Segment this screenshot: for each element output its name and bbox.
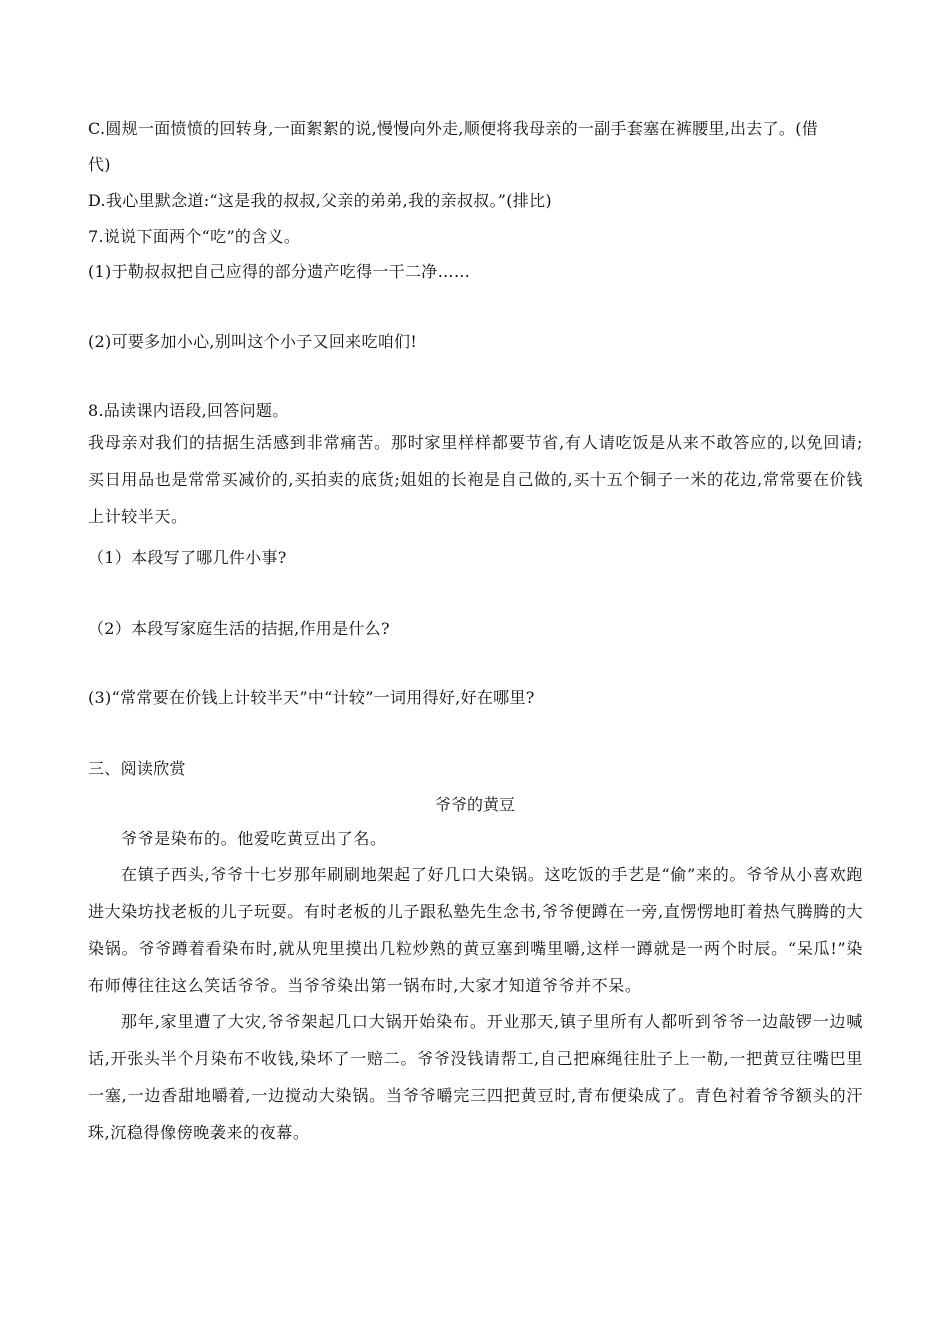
q8-sub-question-3: (3)“常常要在价钱上计较半天”中“计较”一词用得好,好在哪里? [88,688,535,707]
q7-item-2: (2)可要多加小心,别叫这个小子又回来吃咱们! [88,332,418,351]
q6-option-c-line1: C.圆规一面愤愤的回转身,一面絮絮的说,慢慢向外走,顺便将我母亲的一副手套塞在裤腰里,出去了。(借 [88,119,819,138]
story-paragraph-1: 爷爷是染布的。他爱吃黄豆出了名。 [121,829,387,848]
q7-item-1: (1)于勒叔叔把自己应得的部分遗产吃得一干二净…… [88,262,471,281]
section-heading: 三、阅读欣赏 [88,759,186,778]
q6-option-c-line2: 代) [88,155,111,174]
story-title: 爷爷的黄豆 [434,795,515,814]
story-paragraph-3: 那年,家里遭了大灾,爷爷架起几口大锅开始染布。开业那天,镇子里所有人都听到爷爷一边敲锣一边喊话,开张头半个月染布不收钱,染坏了一赔二。爷爷没钱请帮工,自己把麻绳往肚子上一勒,一把黄豆往嘴巴里一塞,一边香甜地嚼着,一边搅动大染锅。当爷爷嚼完三四把黄豆时,青布便染成了。青色衬着爷爷额头的汗珠,沉稳得像傍晚袭来的夜幕。 [88,1012,863,1142]
q6-option-d: D.我心里默念道:“这是我的叔叔,父亲的弟弟,我的亲叔叔。”(排比) [88,191,552,210]
q8-passage: 我母亲对我们的拮据生活感到非常痛苦。那时家里样样都要节省,有人请吃饭是从来不敢答应的,以免回请;买日用品也是常常买减价的,买拍卖的底货;姐姐的长袍是自己做的,买十五个铜子一米的花边,常常要在价钱上计较半天。 [88,433,863,526]
q8-sub-question-1: （1）本段写了哪几件小事? [88,548,287,567]
q7-prompt: 7.说说下面两个“吃”的含义。 [88,227,301,246]
q8-sub-question-2: （2）本段写家庭生活的拮据,作用是什么? [88,619,390,638]
q8-prompt: 8.品读课内语段,回答问题。 [88,401,289,420]
story-paragraph-2: 在镇子西头,爷爷十七岁那年刷刷地架起了好几口大染锅。这吃饭的手艺是“偷”来的。爷爷从小喜欢跑进大染坊找老板的儿子玩耍。有时老板的儿子跟私塾先生念书,爷爷便蹲在一旁,直愣愣地盯着热气腾腾的大染锅。爷爷蹲着看染布时,就从兜里摸出几粒炒熟的黄豆塞到嘴里嚼,这样一蹲就是一两个时辰。“呆瓜!”染布师傅往往这么笑话爷爷。当爷爷染出第一锅布时,大家才知道爷爷并不呆。 [88,865,863,995]
